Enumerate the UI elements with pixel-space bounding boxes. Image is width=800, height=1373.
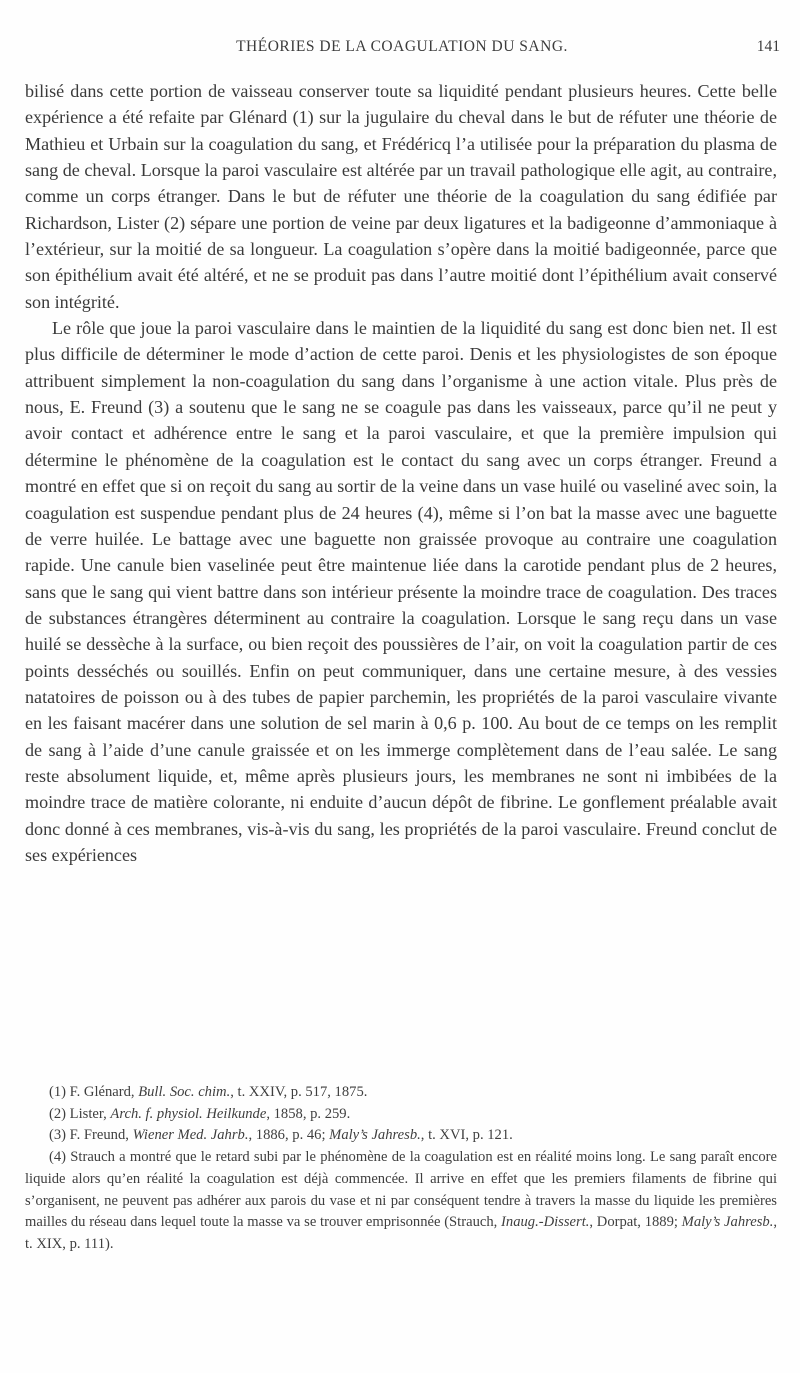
footnote-text: , t. XVI, p. 121. [420, 1127, 513, 1144]
footnote-text: (3) F. Freund, [49, 1127, 133, 1144]
paragraph-1: bilisé dans cette portion de vaisseau conserver toute sa liquidité pendant plusieurs heures. Cette belle expérience a été refaite par Glénard (1) sur la jugulaire du cheval dans le but de réfuter une théorie de Mathieu et Urbain sur la coagulation du sang, et Frédéricq l’a utilisée pour la préparation du plasma de sang de cheval. Lorsque la paroi vasculaire est altérée par un travail pathologique elle agit, au contraire, comme un corps étranger. Dans le but de réfuter une théorie de la coagulation du sang édifiée par Richardson, Lister (2) sépare une portion de veine par deux ligatures et la badigeonne d’ammoniaque à l’extérieur, sur la moitié de sa longueur. La coagulation s’opère dans la moitié badigeonnée, parce que son épithélium avait été altéré, et ne se produit pas dans l’autre moitié dont l’épithélium avait conservé son intégrité. [25, 81, 777, 312]
footnote-text: , 1886, p. 46; [248, 1127, 330, 1144]
footnote-2 [25, 1104, 777, 1126]
page-number: 141 [756, 38, 780, 55]
footnote-text: , 1858, p. 259. [266, 1105, 351, 1122]
footnote-text: , t. XXIV, p. 517, 1875. [230, 1084, 368, 1100]
footnote-journal: Wiener Med. Jahrb. [132, 1127, 249, 1144]
footnote-text: (1) F. Glénard, [49, 1084, 139, 1100]
footnote-text: (2) Lister, [49, 1105, 111, 1122]
footnote-journal: Bull. Soc. chim. [138, 1084, 231, 1100]
footnote-1 [25, 1082, 777, 1104]
body-text [25, 78, 777, 868]
footnote-journal: Maly’s Jahresb. [329, 1127, 421, 1144]
footnote-text: (4) Strauch a montré que le retard subi par le phénomène de la coagulation est en réalité moins long. Le sang paraît encore liquide alors qu’en réalité la coagulation est déjà commencée. Il arrive en effet que les premiers filaments de fibrine qui s’organisent, ne peuvent pas adhérer aux parois du vase et ni par conséquent tendre à travers la masse du liquide les premières mailles du réseau dans lequel toute la masse va se trouver emprisonnée (Strauch, [25, 1149, 777, 1231]
running-title: THÉORIES DE LA COAGULATION DU SANG. [236, 38, 568, 55]
footnote-journal: Arch. f. physiol. Heilkunde [110, 1105, 267, 1122]
footnote-journal: Maly’s Jahresb. [681, 1214, 774, 1231]
footnote-4 [25, 1147, 777, 1256]
footnote-text: , Dorpat, 1889; [589, 1214, 682, 1231]
footnote-text: , t. XIX, p. 111). [25, 1214, 778, 1252]
running-head [24, 38, 780, 62]
paragraph-2: Le rôle que joue la paroi vasculaire dans le maintien de la liquidité du sang est donc bien net. Il est plus difficile de déterminer le mode d’action de cette paroi. Denis et les physiologistes de son époque attribuent simplement la non-coagulation du sang dans l’organisme à une action vitale. Plus près de nous, E. Freund (3) a soutenu que le sang ne se coagule pas dans les vaisseaux, parce qu’il ne peut y avoir contact et adhérence entre le sang et la paroi vasculaire, et que la première impulsion qui détermine le phénomène de la coagulation est le contact du sang avec un corps étranger. Freund a montré en effet que si on reçoit du sang au sortir de la veine dans un vase huilé ou vaseliné avec soin, la coagulation est suspendue pendant plus de 24 heures (4), même si l’on bat la masse avec une baguette de verre huilée. Le battage avec une baguette non graissée provoque au contraire une coagulation rapide. Une canule bien vaselinée peut être maintenue liée dans la carotide pendant plus de 2 heures, sans que le sang qui vient battre dans son intérieur présente la moindre trace de coagulation. Des traces de substances étrangères déterminent au contraire la coagulation. Lorsque le sang reçu dans un vase huilé se dessèche à la surface, ou bien reçoit des poussières de l’air, on voit la coagulation partir de ces points desséchés ou souillés. Enfin on peut communiquer, dans une certaine mesure, à des vessies natatoires de poisson ou à des tubes de papier parchemin, les propriétés de la paroi vasculaire vivante en les faisant macérer dans une solution de sel marin à 0,6 p. 100. Au bout de ce temps on les remplit de sang à l’aide d’une canule graissée et on les immerge complètement dans de l’eau salée. Le sang reste absolument liquide, et, même après plusieurs jours, les membranes ne sont ni imbibées de la moindre trace de matière colorante, ni enduite d’aucun dépôt de fibrine. Le gonflement préalable avait donc donné à ces membranes, vis-à-vis du sang, les propriétés de la paroi vasculaire. Freund conclut de ses expériences [25, 318, 777, 865]
footnote-journal: Inaug.-Dissert. [501, 1214, 590, 1231]
footnotes [25, 1082, 777, 1256]
footnote-3 [25, 1125, 777, 1147]
